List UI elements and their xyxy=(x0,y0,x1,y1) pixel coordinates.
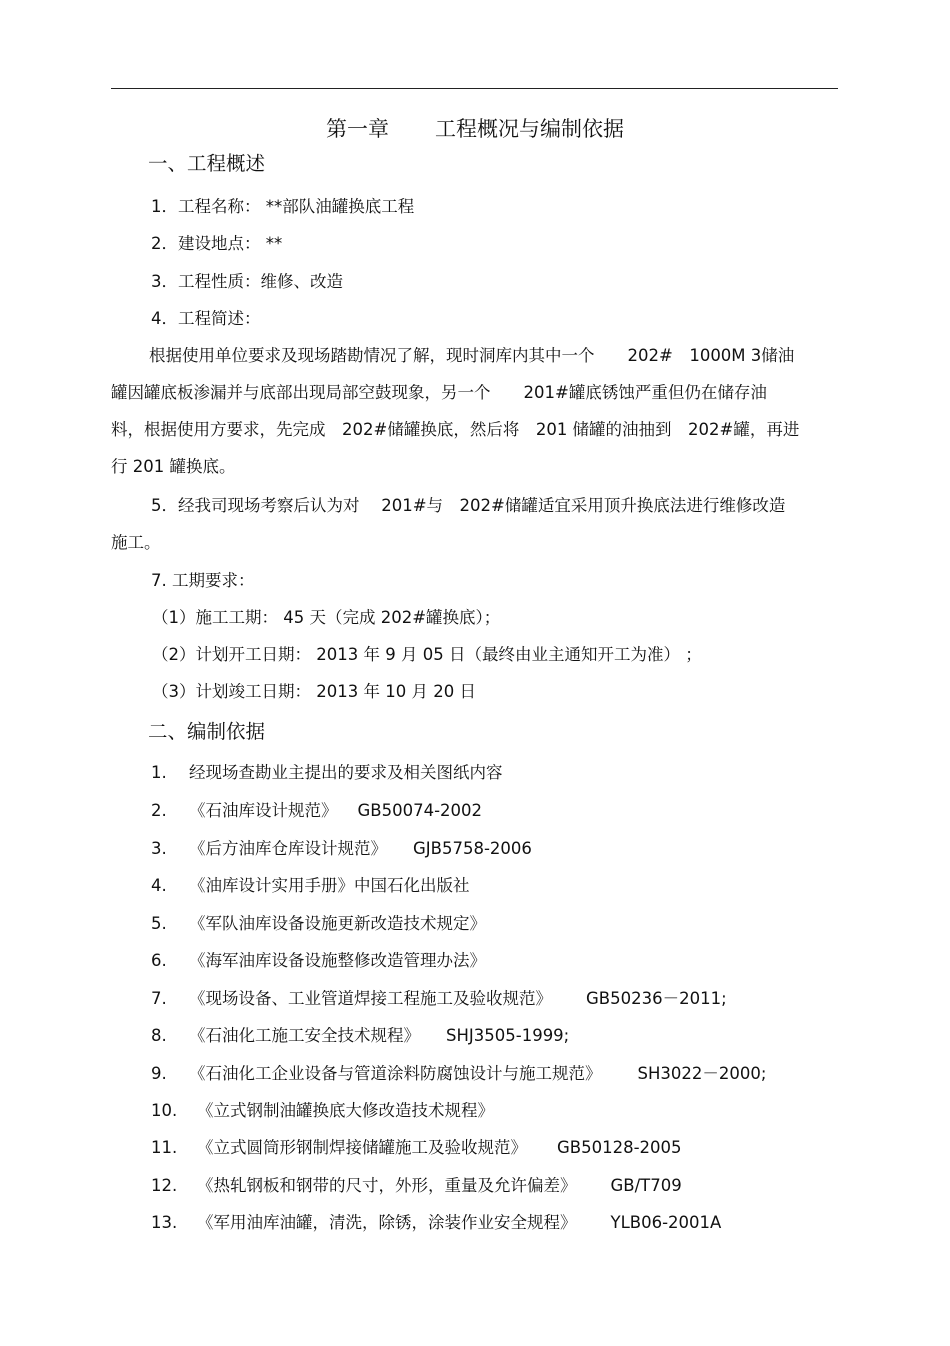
list-item xyxy=(151,988,727,1010)
ref-code: SHJ3505-1999; xyxy=(446,1026,570,1045)
description-line: 料，根据使用方要求，先完成 202#储罐换底，然后将 201 储罐的油抽到 202#罐，再进 xyxy=(111,420,800,439)
ref-number: 5. xyxy=(151,914,167,933)
chapter-title xyxy=(0,115,950,143)
ref-number: 13. xyxy=(151,1213,178,1232)
description-line: 行 201 罐换底。 xyxy=(111,457,236,476)
ref-number: 12. xyxy=(151,1176,178,1195)
list-item xyxy=(151,1137,682,1159)
ref-title: 《后方油库仓库设计规范》 xyxy=(189,839,387,858)
ref-number: 4. xyxy=(151,876,167,895)
description-line: 根据使用单位要求及现场踏勘情况了解，现时洞库内其中一个 202# 1000M 3储油 xyxy=(149,346,795,365)
section-heading-basis: 二、编制依据 xyxy=(148,720,266,743)
ref-title: 《军用油库油罐，清洗，除锈，涂装作业安全规程》 xyxy=(197,1213,577,1232)
schedule-start: （2）计划开工日期： 2013 年 9 月 05 日（最终由业主通知开工为准） ； xyxy=(152,645,702,664)
ref-title: 《石油库设计规范》 xyxy=(189,801,338,820)
ref-number: 8. xyxy=(151,1026,167,1045)
ref-title: 《热轧钢板和钢带的尺寸，外形，重量及允许偏差》 xyxy=(197,1176,577,1195)
chapter-number: 第一章 xyxy=(326,117,389,141)
ref-title: 《石油化工施工安全技术规程》 xyxy=(189,1026,420,1045)
ref-code: GJB5758-2006 xyxy=(413,839,532,858)
list-item xyxy=(151,1025,569,1047)
ref-number: 6. xyxy=(151,951,167,970)
item-summary: 4．工程简述： xyxy=(151,309,261,328)
ref-number: 9. xyxy=(151,1064,167,1083)
item-schedule: 7. 工期要求： xyxy=(151,571,255,590)
schedule-end: （3）计划竣工日期： 2013 年 10 月 20 日 xyxy=(152,682,476,701)
ref-number: 11. xyxy=(151,1138,178,1157)
ref-number: 10. xyxy=(151,1101,178,1120)
ref-title: 《海军油库设备设施整修改造管理办法》 xyxy=(189,951,486,970)
list-item xyxy=(151,1212,721,1234)
item-5-line: 5．经我司现场考察后认为对 201#与 202#储罐适宜采用顶升换底法进行维修改造 xyxy=(151,496,786,515)
list-item xyxy=(151,875,470,897)
header-rule xyxy=(111,88,838,89)
schedule-duration: （1）施工工期： 45 天（完成 202#罐换底）； xyxy=(152,608,501,627)
ref-code: GB50128-2005 xyxy=(557,1138,682,1157)
ref-title: 《军队油库设备设施更新改造技术规定》 xyxy=(189,914,486,933)
ref-title: 《立式圆筒形钢制焊接储罐施工及验收规范》 xyxy=(197,1138,527,1157)
ref-code: YLB06-2001A xyxy=(610,1213,722,1232)
ref-number: 7. xyxy=(151,989,167,1008)
item-location: 2．建设地点： ** xyxy=(151,234,283,253)
ref-title: 《石油化工企业设备与管道涂料防腐蚀设计与施工规范》 xyxy=(189,1064,602,1083)
ref-code: SH3022－2000; xyxy=(637,1064,767,1083)
list-item xyxy=(151,950,486,972)
ref-code: GB50074-2002 xyxy=(357,801,483,820)
ref-number: 2. xyxy=(151,801,167,820)
ref-code: GB50236－2011; xyxy=(586,989,727,1008)
item-project-name: 1．工程名称： **部队油罐换底工程 xyxy=(151,197,415,216)
ref-title: 《现场设备、工业管道焊接工程施工及验收规范》 xyxy=(189,989,552,1008)
ref-title: 经现场查勘业主提出的要求及相关图纸内容 xyxy=(189,763,503,782)
ref-title: 《立式钢制油罐换底大修改造技术规程》 xyxy=(197,1101,494,1120)
description-line: 罐因罐底板渗漏并与底部出现局部空鼓现象，另一个 201#罐底锈蚀严重但仍在储存油 xyxy=(111,383,767,402)
ref-number: 3. xyxy=(151,839,167,858)
item-nature: 3．工程性质：维修、改造 xyxy=(151,272,343,291)
section-heading-overview: 一、工程概述 xyxy=(148,152,266,175)
ref-code: GB/T709 xyxy=(610,1176,682,1195)
list-item xyxy=(151,1100,494,1122)
list-item xyxy=(151,1175,682,1197)
ref-number: 1. xyxy=(151,763,167,782)
list-item xyxy=(151,762,503,784)
list-item xyxy=(151,800,482,822)
list-item xyxy=(151,913,486,935)
item-5-line: 施工。 xyxy=(111,533,161,552)
list-item xyxy=(151,838,532,860)
chapter-name: 工程概况与编制依据 xyxy=(435,117,624,141)
list-item xyxy=(151,1063,766,1085)
ref-title: 《油库设计实用手册》中国石化出版社 xyxy=(189,876,470,895)
